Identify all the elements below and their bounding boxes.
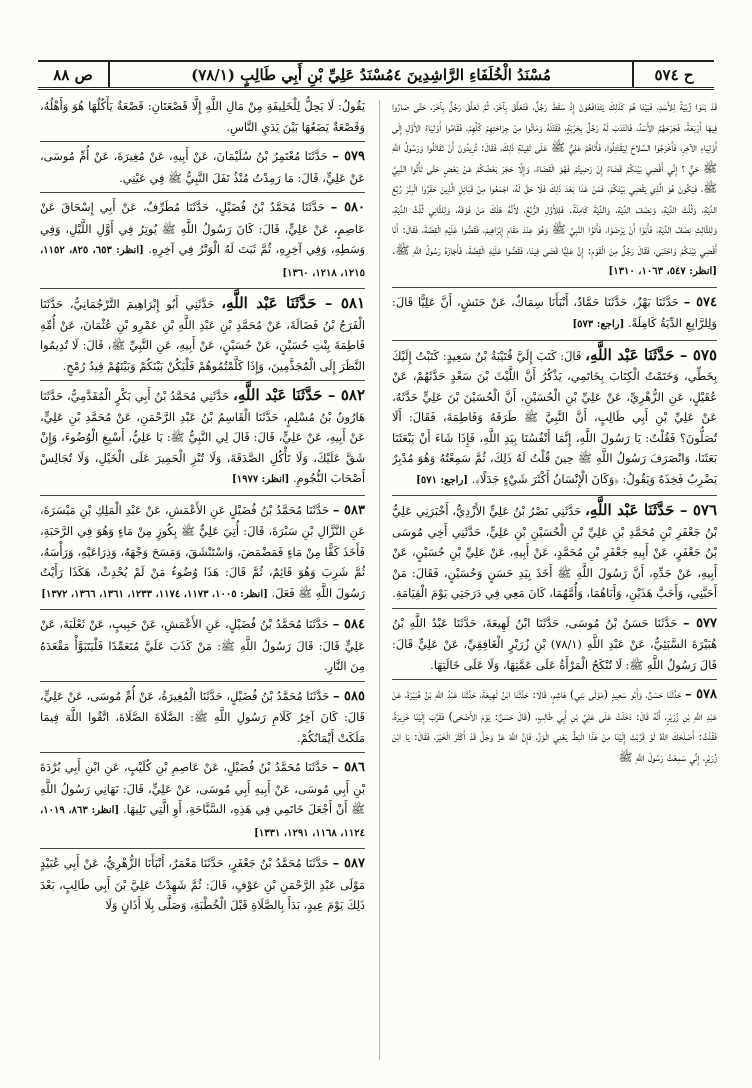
hadith-number: ٥٨١ – حَدَّثَنَا عَبْد اللَّهِ، xyxy=(221,294,365,312)
hadith-text: حَدَّثَنَا مُحَمَّدُ بْنُ فُضَيْلٍ، حَدَّثَنَا الْمُغِيرَةُ، عَنْ أُمِّ مُوسَى، عَنْ عَلِيٍّ، قَالَ: كَانَ آخِرُ كَلَامِ رَسُولِ اللَّهِ ﷺ: الصَّلَاةَ الصَّلَاةَ، اتَّقُوا اللَّهَ فِيمَا مَلَكَتْ أَيْمَانُكُمْ. xyxy=(40,688,365,745)
hadith-number: ٥٨٠ – xyxy=(330,200,365,215)
hadith-text: حَدَّثَنَا حَسَنُ بْنُ مُوسَى، حَدَّثَنَا ابْنُ لَهِيعَةَ، حَدَّثَنَا عَبْدُ اللَّهِ بْنُ هُبَيْرَةَ السَّبَئِيُّ، عَنْ عَبْدِ اللَّهِ (٧٨/١) بْنِ زُرَيْرٍ الْغَافِقِيِّ، عَنْ عَلِيٍّ قَالَ: قَالَ رَسُولُ اللَّهِ ﷺ: لَا تُنْكَحُ الْمَرْأَةُ عَلَى عَمَّتِهَا، وَلَا عَلَى خَالَتِهَا. xyxy=(392,615,717,672)
cross-reference: [راجع: ٥٧١] xyxy=(416,474,468,486)
hadith-entry xyxy=(40,146,365,193)
hadith-entry xyxy=(392,684,717,771)
left-text-column xyxy=(40,96,365,1074)
hadith-text: حَدَّثَنَا بَهْزٌ، حَدَّثَنَا حَمَّادٌ، أَنْبَأَنَا سِمَاكٌ، عَنْ حَنَشٍ، أَنَّ عَلِيًّا قَالَ: وَلِلرَّابِعِ الدِّيَةُ كَامِلَةً. xyxy=(392,294,717,330)
hadith-entry xyxy=(40,96,365,142)
cross-reference: [انظر: ١٩٧٧] xyxy=(231,474,290,485)
hadith-text: حَدَّثَنَا مُحَمَّدُ بْنُ فُضَيْلٍ عَنِ الأَعْمَشِ، عَنْ عَبْدِ الْمَلِكِ بْنِ مَيْسَرَةَ، عَنِ النَّزَّالِ بْنِ سَبْرَةَ، قَالَ: أُتِيَ عَلِيٌّ ﷺ بِكُوزٍ مِنْ مَاءٍ وَهُوَ فِي الرَّحَبَةِ، فَأَخَذَ كَفًّا مِنْ مَاءٍ فَمَضْمَضَ، وَاسْتَنْشَقَ، وَمَسَحَ وَجْهَهُ، وَذِرَاعَيْهِ، وَرَأْسَهُ، ثُمَّ شَرِبَ وَهُوَ قَائِمٌ، ثُمَّ قَالَ: هَذَا وُضُوءُ مَنْ لَمْ يُحْدِثْ، هَكَذَا رَأَيْتُ رَسُولَ اللَّهِ ﷺ فَعَلَ. xyxy=(40,502,365,600)
hadith-text: حَدَّثَنَا حَسَنٌ، وَأَبُو سَعِيدٍ (مَوْلَى بَنِي) هَاشِمٍ، قَالَا: حَدَّثَنَا ابْنُ لَهِيعَةَ، حَدَّثَنَا عَبْدُ اللَّهِ بْنُ هُبَيْرَةَ، عَنْ عَبْدِ اللَّهِ بْنِ زُرَيْرٍ، أَنَّهُ قَالَ: دَخَلْتُ عَلَى عَلِيِّ بْنِ أَبِي طَالِبٍ، (قَالَ حَسَنٌ: يَوْمَ الأَضْحَى) فَقَرَّبَ إِلَيْنَا خَزِيرَةً، فَقُلْتُ: أَصْلَحَكَ اللَّهُ لَوْ قَرَّبْتَ إِلَيْنَا مِنْ هَذَا الْبَطِّ يَعْنِي الْوَزَّ، فَإِنَّ اللَّهَ عَزَّ وَجَلَّ قَدْ أَكْثَرَ الْخَيْرَ، فَقَالَ: يَا ابْنَ زُرَيْرٍ، إِنِّي سَمِعْتُ رَسُولَ اللَّهِ ﷺ xyxy=(392,687,717,764)
hadith-text: حَدَّثَنِي أَبُو إِبْرَاهِيمَ التَّرْجُمَانِيُّ، حَدَّثَنَا الْفَرَجُ بْنُ فَضَالَةَ، عَنْ مُحَمَّدِ بْنِ عَبْدِ اللَّهِ بْنِ عَمْرِو بْنِ عُثْمَانَ، عَنْ أُمِّهِ فَاطِمَةَ بِنْتِ حُسَيْنٍ، عَنْ حُسَيْنٍ، عَنْ أَبِيهِ، عَنِ النَّبِيِّ ﷺ، قَالَ: لَا تُدِيمُوا النَّظَرَ إِلَى الْمُجَذَّمِينَ، وَإِذَا كَلَّمْتُمُوهُمْ فَلْيَكُنْ بَيْنَكُمْ وَبَيْنَهُمْ قِيدُ رُمْحٍ. xyxy=(40,297,365,373)
cross-reference: [انظر: ١٠٠٥، ١١٧٣، ١١٧٤، ١٢٣٣، ١٣٦١، ١٣٦٦، ١٣٧٢] xyxy=(41,588,268,600)
hadith-number: ٥٨٤ – xyxy=(332,617,365,632)
cross-reference: [راجع: ٥٧٣] xyxy=(572,319,625,330)
right-text-column xyxy=(392,96,717,1074)
hadith-range-label: ح ٥٧٤ xyxy=(632,62,714,87)
hadith-number: ٥٧٧ – xyxy=(682,615,717,631)
hadith-entry xyxy=(40,853,365,920)
hadith-text: قَالَ: كَتَبَ إِلَيَّ قُتَيْبَةُ بْنُ سَعِيدٍ: كَتَبْتُ إِلَيْكَ بِخَطِّي، وَخَتَمْتُ الْكِتَابَ بِخَاتَمِي، يَذْكُرُ أَنَّ اللَّيْثَ بْنَ سَعْدٍ حَدَّثَهُمْ، عَنْ عُقَيْلٍ، عَنِ الزُّهْرِيِّ، عَنْ عَلِيِّ بْنِ الْحُسَيْنِ، أَنَّ الْحُسَيْنَ بْنَ عَلِيٍّ حَدَّثَهُ، عَنْ عَلِيِّ بْنِ أَبِي طَالِبٍ، أَنَّ النَّبِيَّ ﷺ طَرَقَهُ وَفَاطِمَةَ، فَقَالَ: أَلَا تُصَلُّونَ؟ فَقُلْتُ: يَا رَسُولَ اللَّهِ، إِنَّمَا أَنْفُسُنَا بِيَدِ اللَّهِ، فَإِذَا شَاءَ أَنْ يَبْعَثَنَا بَعَثَنَا، وَانْصَرَفَ رَسُولُ اللَّهِ ﷺ حِينَ قُلْتُ لَهُ ذَلِكَ، ثُمَّ سَمِعْتُهُ وَهُوَ مُدْبِرٌ يَضْرِبُ فَخِذَهُ وَيَقُولُ: ﴿وَكَانَ الْإِنْسَانُ أَكْثَرَ شَيْءٍ جَدَلًا﴾. xyxy=(392,348,717,486)
hadith-text: يَقُولُ: لَا يَحِلُّ لِلْخَلِيفَةِ مِنْ مَالِ اللَّهِ إِلَّا قَصْعَتَانِ: قَصْعَةٌ يَأْكُلُهَا هُوَ وَأَهْلُهُ، وَقَصْعَةٌ يَضَعُهَا بَيْنَ يَدَيِ النَّاسِ. xyxy=(40,99,365,134)
book-title: مُسْنَدُ الْخُلَفَاءِ الرَّاشِدِينَ ٤مُسْنَدُ عَلِيِّ بْنِ أَبِي طَالِبٍ (٧٨/١) xyxy=(191,65,551,84)
hadith-text: حَدَّثَنَا مُحَمَّدُ بْنُ فُضَيْلٍ، حَدَّثَنَا مُطَرِّفٌ، عَنْ أَبِي إِسْحَاقَ عَنْ عَاصِمٍ، عَنْ عَلِيٍّ، قَالَ: كَانَ رَسُولُ اللَّهِ ﷺ يُوتِرُ فِي أَوَّلِ اللَّيْلِ، وَفِي وَسَطِهِ، وَفِي آخِرِهِ، ثُمَّ ثَبَتَ لَهُ الْوَتْرُ فِي آخِرِهِ. xyxy=(40,200,365,256)
hadith-text: قَدْ بَنَوْا زُبْيَةً لِلأَسَدِ، فَبَيْنَا هُمْ كَذَلِكَ يَتَدَافَعُونَ إِذْ سَقَطَ رَجُلٌ، فَتَعَلَّقَ بِآخَرَ، ثُمَّ تَعَلَّقَ رَجُلٌ بِآخَرَ، حَتَّى صَارُوا فِيهَا أَرْبَعَةً، فَجَرَحَهُمُ الأَسَدُ، فَانْتَدَبَ لَهُ رَجُلٌ بِحَرْبَةٍ، فَقَتَلَهُ وَمَاتُوا مِنْ جِرَاحَتِهِمْ كُلِّهِمْ، فَقَامُوا أَوْلِيَاءُ الأَوَّلِ إِلَى أَوْلِيَاءِ الآخِرِ، فَأَخْرَجُوا السِّلاحَ لِيَقْتَتِلُوا، فَأَتَاهُمْ عَلِيٌّ ﷺ عَلَى تَفِيئَةِ ذَلِكَ، فَقَالَ: تُرِيدُونَ أَنْ تَقَاتَلُوا وَرَسُولُ اللَّهِ ﷺ حَيٌّ ؟ إِنِّي أَقْضِي بَيْنَكُمْ قَضَاءً إِنْ رَضِيتُمْ فَهُوَ الْقَضَاءُ، وَإِلَّا حَجَرَ بَعْضُكُمْ عَنْ بَعْضٍ حَتَّى تَأْتُوا النَّبِيَّ ﷺ، فَيَكُونَ هُوَ الَّذِي يَقْضِي بَيْنَكُمْ، فَمَنْ عَدَا بَعْدَ ذَلِكَ فَلَا حَقَّ لَهُ، اجْمَعُوا مِنْ قَبَائِلِ الَّذِينَ حَفَرُوا الْبِئْرَ رُبُعَ الدِّيَةِ، وَثُلُثَ الدِّيَةِ، وَنِصْفَ الدِّيَةِ، وَالدِّيَةَ كَامِلَةً. فَلِلأَوَّلِ الرُّبُعُ، لأَنَّهُ هَلَكَ مَنْ فَوْقَهُ، وَلِلثَّانِي ثُلُثُ الدِّيَةِ، وَلِلثَّالِثِ نِصْفُ الدِّيَةِ، فَأَبَوْا أَنْ يَرْضَوْا، فَأَتَوُا النَّبِيَّ ﷺ وَهُوَ عِنْدَ مَقَامِ إِبْرَاهِيمَ، فَقَصُّوا عَلَيْهِ الْقِصَّةَ، فَقَالَ: أَنَا أَقْضِي بَيْنَكُمْ وَاحْتَبَى، فَقَالَ رَجُلٌ مِنَ الْقَوْمِ: إِنَّ عَلِيًّا قَضَى فِينَا، فَقَصُّوا عَلَيْهِ الْقِصَّةَ، فَأَجَازَهُ رَسُولُ اللَّهِ ﷺ. xyxy=(392,99,717,257)
hadith-entry xyxy=(40,197,365,289)
hadith-entry xyxy=(40,500,365,611)
hadith-entry xyxy=(392,96,717,288)
hadith-text: حَدَّثَنَا مُحَمَّدُ بْنُ جَعْفَرٍ، حَدَّثَنَا مَعْمَرٌ، أَنْبَأَنَا الزُّهْرِيُّ، عَنْ أَبِي عُبَيْدٍ مَوْلَى عَبْدِ الرَّحْمَنِ بْنِ عَوْفٍ، قَالَ: ثُمَّ شَهِدْتُ عَلِيَّ بْنَ أَبِي طَالِبٍ، بَعْدَ ذَلِكَ يَوْمَ عِيدٍ، بَدَأَ بِالصَّلَاةِ قَبْلَ الْخُطْبَةِ، وَصَلَّى بِلَا أَذَانٍ وَلَا xyxy=(40,856,365,912)
hadith-text: حَدَّثَنِي نَصْرُ بْنُ عَلِيٍّ الأَزْدِيُّ، أَخْبَرَنِي عَلِيُّ بْنُ جَعْفَرِ بْنِ مُحَمَّدِ بْنِ عَلِيِّ بْنِ الْحُسَيْنِ بْنِ عَلِيٍّ، حَدَّثَنِي أَخِي مُوسَى بْنُ جَعْفَرٍ، عَنْ أَبِيهِ جَعْفَرِ بْنِ مُحَمَّدٍ، عَنْ أَبِيهِ، عَنْ عَلِيِّ بْنِ حُسَيْنٍ، عَنْ أَبِيهِ، عَنْ جَدِّهِ، أَنَّ رَسُولَ اللَّهِ ﷺ أَخَذَ بِيَدِ حَسَنٍ وَحُسَيْنٍ، فَقَالَ: مَنْ أَحَبَّنِي، وَأَحَبَّ هَذَيْنِ، وَأَبَاهُمَا، وَأُمَّهُمَا، كَانَ مَعِي فِي دَرَجَتِي يَوْمَ الْقِيَامَةِ. xyxy=(392,504,717,600)
hadith-number: ٥٨٢ – حَدَّثَنَا عَبْد اللَّهِ، xyxy=(233,386,365,404)
hadith-text: حَدَّثَنَا مُحَمَّدُ بْنُ فُضَيْلٍ، عَنْ عَاصِمِ بْنِ كُلَيْبٍ، عَنِ ابْنِ أَبِي بُرْدَةَ بْنِ أَبِي مُوسَى، عَنْ أَبِيهِ أَبِي مُوسَى، عَنْ عَلِيٍّ، قَالَ: نَهَانِي رَسُولُ اللَّهِ ﷺ أَنْ أَجْعَلَ خَاتَمِي فِي هَذِهِ، السَّبَّاحَةِ، أَوِ الَّتِي تَلِيهَا. xyxy=(40,760,365,816)
hadith-entry xyxy=(392,613,717,681)
hadith-text: حَدَّثَنِي مُحَمَّدُ بْنُ أَبِي بَكْرٍ الْمُقَدَّمِيُّ، حَدَّثَنَا هَارُونُ بْنُ مُسْلِمٍ، حَدَّثَنَا الْقَاسِمُ بْنُ عَبْدِ الرَّحْمَنِ، عَنْ مُحَمَّدِ بْنِ عَلِيٍّ، عَنْ أَبِيهِ، عَنْ عَلِيٍّ، قَالَ: قَالَ لِي النَّبِيُّ ﷺ: يَا عَلِيُّ، أَسْبِغِ الْوُضُوءَ، وَإِنْ شَقَّ عَلَيْكَ، وَلَا تَأْكُلِ الصَّدَقَةَ، وَلَا تُنْزِ الْحَمِيرَ عَلَى الْخَيْلِ، وَلَا تُجَالِسْ أَصْحَابَ النُّجُومِ. xyxy=(40,389,365,485)
hadith-number: ٥٧٦ – حَدَّثَنَا عَبْد اللَّهِ، xyxy=(585,501,717,519)
hadith-entry xyxy=(40,293,365,381)
hadith-number: ٥٧٩ – xyxy=(332,149,365,164)
hadith-text: حَدَّثَنَا مُعْتَمِرُ بْنُ سُلَيْمَانَ، عَنْ أَبِيهِ، عَنْ مُغِيرَةَ، عَنْ أُمِّ مُوسَى، عَنْ عَلِيٍّ، قَالَ: مَا رَمِدْتُ مُنْذُ تَفَلَ النَّبِيُّ ﷺ فِي عَيْنِي. xyxy=(40,149,365,185)
hadith-number: ٥٧٨ – xyxy=(684,687,717,702)
hadith-number: ٥٨٦ – xyxy=(332,760,365,775)
hadith-number: ٥٨٣ – xyxy=(332,502,365,518)
hadith-number: ٥٨٥ – xyxy=(332,688,365,704)
hadith-number: ٥٨٧ – xyxy=(332,856,365,871)
hadith-entry xyxy=(392,292,717,341)
hadith-number: ٥٧٥ – حَدَّثَنَا عَبْد اللَّهِ، xyxy=(585,345,717,364)
hadith-entry xyxy=(392,500,717,609)
page-number: ص ٨٨ xyxy=(38,62,110,87)
cross-reference: [انظر: ٥٤٧، ١٠٦٣، ١٣١٠] xyxy=(608,266,717,277)
hadith-entry xyxy=(40,757,365,849)
column-divider xyxy=(379,100,380,1060)
hadith-entry xyxy=(40,614,365,682)
hadith-entry xyxy=(40,385,365,496)
running-header xyxy=(38,60,714,90)
cross-reference: [انظر: ٦٥٣، ٨٢٥، ١١٥٢، ١٢١٥، ١٢١٨، ١٣٦٠] xyxy=(40,245,365,279)
cross-reference: [انظر: ٨٦٣، ١٠١٩، ١١٢٤، ١١٦٨، ١٢٩١، ١٣٣١] xyxy=(40,805,365,839)
hadith-number: ٥٧٤ – xyxy=(683,294,717,310)
hadith-entry xyxy=(392,345,717,497)
hadith-text: حَدَّثَنَا مُحَمَّدُ بْنُ فُضَيْلٍ، عَنِ الأَعْمَشِ، عَنْ حَبِيبٍ، عَنْ ثَعْلَبَةَ، عَنْ عَلِيٍّ قَالَ: قَالَ رَسُولُ اللَّهِ ﷺ: مَنْ كَذَبَ عَلَيَّ مُتَعَمِّدًا فَلْيَتَبَوَّأْ مَقْعَدَهُ مِنَ النَّارِ. xyxy=(40,617,365,673)
hadith-entry xyxy=(40,686,365,754)
